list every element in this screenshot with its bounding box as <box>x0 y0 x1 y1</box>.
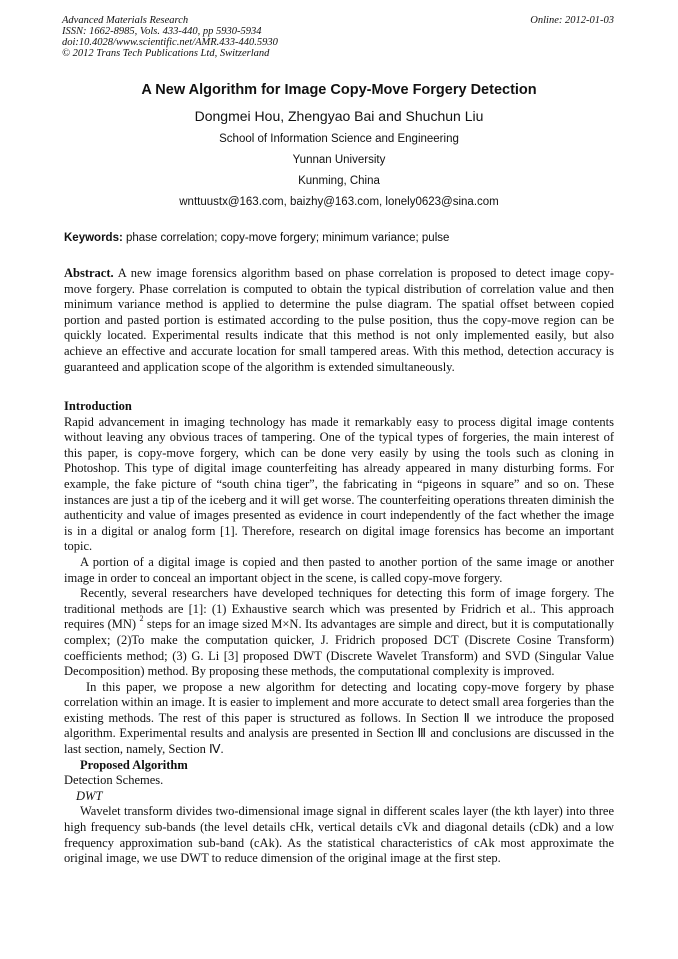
intro-paragraph-3 <box>64 586 614 680</box>
paper-title: A New Algorithm for Image Copy-Move Forgery Detection <box>141 82 537 98</box>
doi-line: doi:10.4028/www.scientific.net/AMR.433-440.5930 <box>62 37 278 48</box>
intro-paragraph-1: Rapid advancement in imaging technology has made it remarkably easy to process digital image contents without leaving any obvious traces of tampering. One of the typical types of forgeries, the main interest of this paper, is copy-move forgery, which can be done very easily by using the tools such as cloning in Photoshop. This type of digital image counterfeiting has already appeared in many disturbing forms. For example, the fake picture of “south china tiger”, the fabricating in “pigeons in square” and so on. These instances are just a tip of the iceberg and it will get worse. The counterfeiting operations threaten diminish the authenticity and value of images presented as evidence in court independently of the fact whether the image is in a digital or analog form [1]. Therefore, research on digital image forensics has become an important topic. <box>64 414 614 554</box>
proposed-algorithm-heading: Proposed Algorithm <box>80 757 188 772</box>
abstract-label: Abstract. <box>64 266 114 280</box>
dwt-paragraph: Wavelet transform divides two-dimensional image signal in different scales layer (the kth layer) into three high frequency sub-bands (the level details cHk, vertical details cVk and diagonal details (cDk) and a low frequency approximation sub-band (cAk). As the statistical characteristics of cAk most approximate the original image, we use DWT to reduce dimension of the original image at the first step. <box>64 804 614 866</box>
intro-paragraph-3a: Recently, several researchers have developed techniques for detecting this form of image forgery. The traditional methods are [1]: (1) Exhaustive search which was presented by Fridrich et al.. This approach requires (MN) <box>64 586 614 632</box>
keywords-line <box>64 232 449 244</box>
intro-paragraph-4: In this paper, we propose a new algorithm for detecting and locating copy-move forgery by phase correlation within an image. It is easier to implement and more accurate to detect small area forgeries than the existing methods. The rest of this paper is structured as follows. In Section Ⅱ we introduce the proposed algorithm. Experimental results and analysis are presented in Section Ⅲ and conclusions are discussed in the last section, namely, Section Ⅳ. <box>64 679 614 757</box>
introduction-heading: Introduction <box>64 399 132 413</box>
detection-schemes-subheading: Detection Schemes. <box>64 773 164 788</box>
abstract-block <box>64 266 614 375</box>
journal-name: Advanced Materials Research <box>62 15 189 26</box>
affiliation-university: Yunnan University <box>292 154 386 166</box>
intro-paragraph-3b: steps for an image sized M×N. Its advantages are simple and direct, but it is computationally complex; (2)To make the computation quicker, J. Fridrich proposed DCT (Discrete Cosine Transform) coefficients method; (3) G. Li [3] proposed DWT (Discrete Wavelet Transform) and SVD (Singular Value Decomposition) method. By proposing these methods, the computational complexity is improved. <box>64 617 614 679</box>
copyright-line: © 2012 Trans Tech Publications Ltd, Switzerland <box>62 48 270 59</box>
introduction-section <box>64 399 614 867</box>
online-date: Online: 2012-01-03 <box>530 15 614 26</box>
intro-paragraph-2: A portion of a digital image is copied and then pasted to another portion of the same image or another image in order to conceal an important object in the scene, is called copy-move forgery. <box>64 554 614 585</box>
keywords-text: phase correlation; copy-move forgery; minimum variance; pulse <box>122 232 450 244</box>
abstract-text: A new image forensics algorithm based on phase correlation is proposed to detect image copy-move forgery. Phase correlation is computed to obtain the typical distribution of correlation value and then minimum variance method is applied to determine the pulse diagram. The spatial offset between copied portion and pasted portion is estimated according to the pulse position, thus the copy-move region can be quickly located. Experimental results indicate that this method is not only implemented easily, but also achieve an effective and accurate location for small tampered areas. With this method, detection accuracy is guaranteed and application scope of the algorithm is extended simultaneously. <box>64 266 614 374</box>
journal-header <box>62 15 278 59</box>
author-emails: wnttuustx@163.com, baizhy@163.com, lonely0623@sina.com <box>179 196 499 208</box>
dwt-label: DWT <box>76 788 103 803</box>
author-list: Dongmei Hou, Zhengyao Bai and Shuchun Liu <box>194 108 484 124</box>
exponent-superscript: 2 <box>139 614 144 624</box>
affiliation-school: School of Information Science and Engineering <box>219 133 459 145</box>
issn-line: ISSN: 1662-8985, Vols. 433-440, pp 5930-5934 <box>62 26 262 37</box>
affiliation-city: Kunming, China <box>298 175 380 187</box>
keywords-label: Keywords: <box>64 232 123 244</box>
